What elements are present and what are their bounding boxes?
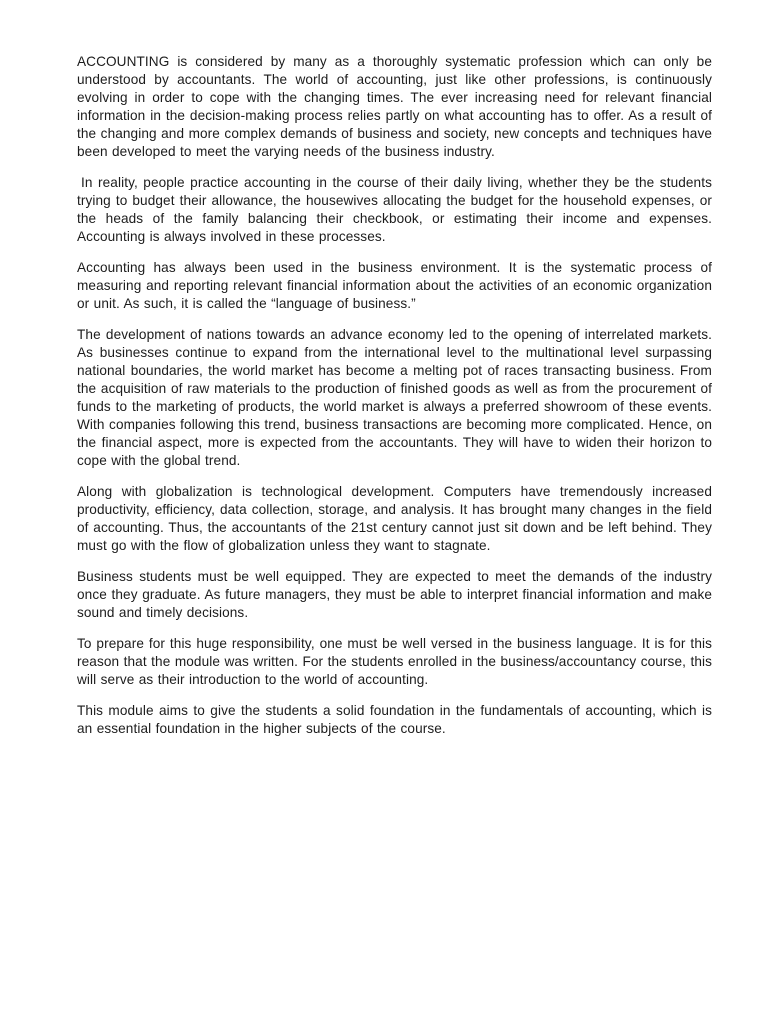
paragraph-4: The development of nations towards an advance economy led to the opening of interrelated markets. As businesses continue to expand from the international level to the multinational level surpassing national boundaries, the world market has become a melting pot of races transacting business. From the acquisition of raw materials to the production of finished goods as well as from the procurement of funds to the marketing of products, the world market is always a preferred showroom of these events. With companies following this trend, business transactions are becoming more complicated. Hence, on the financial aspect, more is expected from the accountants. They will have to widen their horizon to cope with the global trend. bbox=[77, 327, 712, 468]
paragraph-7: To prepare for this huge responsibility, one must be well versed in the business language. It is for this reason that the module was written. For the students enrolled in the business/accountancy course, this will serve as their introduction to the world of accounting. bbox=[77, 636, 712, 687]
paragraph-5: Along with globalization is technological development. Computers have tremendously increased productivity, efficiency, data collection, storage, and analysis. It has brought many changes in the field of accounting. Thus, the accountants of the 21st century cannot just sit down and be left behind. They must go with the flow of globalization unless they want to stagnate. bbox=[77, 484, 712, 553]
paragraph-8: This module aims to give the students a solid foundation in the fundamentals of accounting, which is an essential foundation in the higher subjects of the course. bbox=[77, 703, 712, 736]
paragraph-3: Accounting has always been used in the business environment. It is the systematic process of measuring and reporting relevant financial information about the activities of an economic organization or unit. As such, it is called the “language of business.” bbox=[77, 260, 712, 311]
paragraph-6: Business students must be well equipped. They are expected to meet the demands of the industry once they graduate. As future managers, they must be able to interpret financial information and make sound and timely decisions. bbox=[77, 569, 712, 620]
paragraph-2: In reality, people practice accounting in the course of their daily living, whether they be the students trying to budget their allowance, the housewives allocating the budget for the household expenses, or the heads of the family balancing their checkbook, or estimating their income and expenses. Accounting is always involved in these processes. bbox=[77, 175, 712, 244]
paragraph-1: ACCOUNTING is considered by many as a thoroughly systematic profession which can only be understood by accountants. The world of accounting, just like other professions, is continuously evolving in order to cope with the changing times. The ever increasing need for relevant financial information in the decision-making process relies partly on what accounting has to offer. As a result of the changing and more complex demands of business and society, new concepts and techniques have been developed to meet the varying needs of the business industry. bbox=[77, 54, 712, 159]
